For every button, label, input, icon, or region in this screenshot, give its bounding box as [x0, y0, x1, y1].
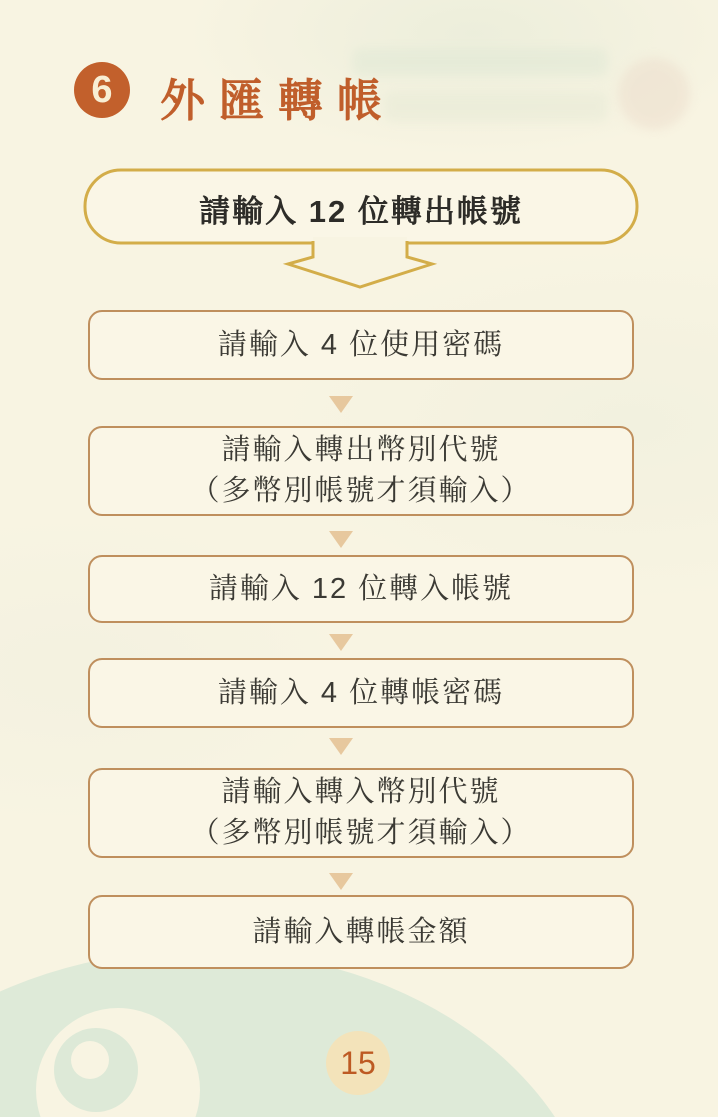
page-number-badge: 15 [326, 1031, 390, 1095]
triangle-down-icon [329, 873, 353, 890]
flow-step-box [88, 768, 634, 858]
print-bleedthrough [384, 92, 608, 122]
flow-step-note: （多幣別帳號才須輸入） [190, 817, 532, 849]
triangle-down-icon [329, 738, 353, 755]
flow-step-label: 請輸入轉出幣別代號 [221, 434, 501, 466]
flow-step-label: 請輸入轉帳金額 [252, 915, 470, 948]
flow-step-box [88, 310, 634, 380]
page-title: 外匯轉帳 [160, 75, 397, 126]
triangle-down-icon [329, 531, 353, 548]
print-bleedthrough [618, 58, 690, 130]
flow-step-label: 請輸入 4 位使用密碼 [217, 328, 505, 361]
flow-step-label: 請輸入轉入幣別代號 [221, 776, 501, 808]
flow-step-note: （多幣別帳號才須輸入） [190, 475, 532, 507]
flow-step-box [88, 426, 634, 516]
flow-start-label: 請輸入 12 位轉出帳號 [199, 194, 523, 229]
flow-step-label: 請輸入 4 位轉帳密碼 [217, 676, 505, 709]
flow-step-label: 請輸入 12 位轉入帳號 [208, 572, 514, 605]
flow-step-box [88, 555, 634, 623]
triangle-down-icon [329, 634, 353, 651]
triangle-down-icon [329, 396, 353, 413]
section-number-badge: 6 [74, 62, 130, 118]
flow-step-box [88, 658, 634, 728]
flow-step-box [88, 895, 634, 969]
